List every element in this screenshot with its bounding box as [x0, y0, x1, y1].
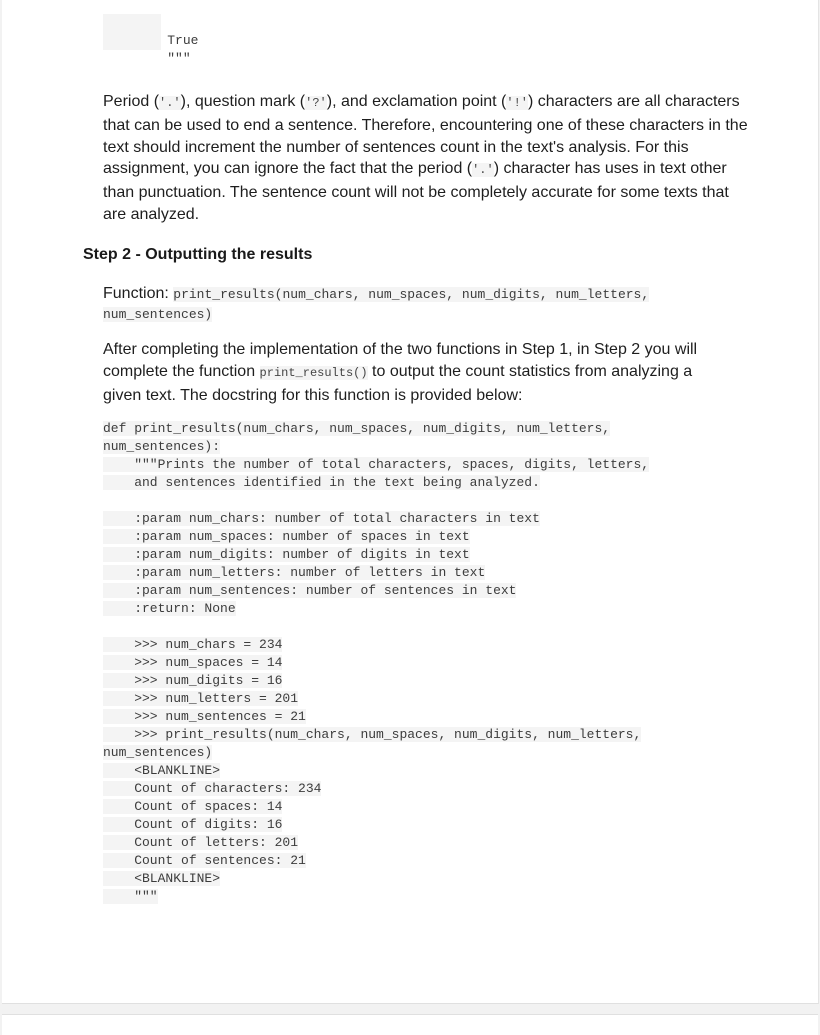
code-line	[103, 671, 703, 689]
code-line	[103, 473, 703, 491]
code-line	[103, 437, 703, 455]
code-text: :return: None	[103, 601, 236, 616]
code-line	[103, 455, 703, 473]
inline-code: '?'	[305, 96, 327, 110]
code-text: True	[167, 33, 199, 48]
code-line	[103, 563, 703, 581]
code-line	[103, 869, 703, 887]
code-text: >>> print_results(num_chars, num_spaces, num_digits, num_letters,	[103, 727, 642, 742]
code-line	[103, 545, 703, 563]
code-text: <BLANKLINE>	[103, 871, 221, 886]
step2-description-paragraph: After completing the implementation of the two functions in Step 1, in Step 2 you will complete the function print_results() to output the count statistics from analyzing a given text. The docstring for this function is provided below:	[103, 341, 698, 404]
code-line	[103, 797, 703, 815]
code-line	[103, 887, 703, 905]
code-text: >>> num_chars = 234	[103, 637, 283, 652]
code-line	[103, 617, 703, 635]
code-line	[103, 527, 703, 545]
code-text: Count of digits: 16	[103, 817, 283, 832]
code-line	[103, 833, 703, 851]
code-text: """Prints the number of total characters, spaces, digits, letters,	[103, 457, 650, 472]
code-text: def print_results(num_chars, num_spaces, num_digits, num_letters,	[103, 421, 611, 436]
code-text: Count of sentences: 21	[103, 853, 306, 868]
next-page-edge	[2, 1014, 818, 1035]
code-text: Count of letters: 201	[103, 835, 299, 850]
code-text: Count of characters: 234	[103, 781, 322, 796]
code-line	[103, 725, 703, 743]
code-text: >>> num_sentences = 21	[103, 709, 306, 724]
code-text: Count of spaces: 14	[103, 799, 283, 814]
function-signature	[103, 283, 743, 323]
code-line	[103, 14, 199, 48]
code-line	[103, 761, 703, 779]
code-line	[103, 635, 703, 653]
code-text: :param num_sentences: number of sentences in text	[103, 583, 517, 598]
sentence-punctuation-paragraph: Period ('.'), question mark ('?'), and exclamation point ('!') characters are all characters that can be used to end a sentence. Therefore, encountering one of these characters in the text should increment the number of sentences count in the text's analysis. For this assignment, you can ignore the fact that the period ('.') character has uses in text other than punctuation. The sentence count will not be completely accurate for some texts that are analyzed.	[103, 93, 748, 223]
code-line	[103, 491, 703, 509]
code-line	[103, 689, 703, 707]
code-text: :param num_chars: number of total characters in text	[103, 511, 540, 526]
code-text: """	[103, 889, 158, 904]
function-signature-code: print_results(num_chars, num_spaces, num_digits, num_letters,	[173, 287, 650, 302]
code-line	[103, 419, 703, 437]
code-text: >>> num_digits = 16	[103, 673, 283, 688]
code-text: num_sentences):	[103, 439, 221, 454]
code-line	[103, 815, 703, 833]
code-line	[103, 653, 703, 671]
code-text: <BLANKLINE>	[103, 763, 221, 778]
code-text: and sentences identified in the text being analyzed.	[103, 475, 540, 490]
code-line	[103, 779, 703, 797]
docstring-code-block	[103, 419, 703, 905]
code-text: :param num_digits: number of digits in text	[103, 547, 470, 562]
inline-code: '.'	[472, 163, 494, 178]
document-page	[2, 0, 819, 1004]
inline-code: '!'	[506, 96, 528, 110]
inline-code: print_results()	[259, 365, 368, 380]
code-line	[103, 743, 703, 761]
code-line	[103, 581, 703, 599]
code-text: >>> num_letters = 201	[103, 691, 299, 706]
code-line	[103, 707, 703, 725]
code-line	[103, 851, 703, 869]
inline-code: '.'	[159, 96, 181, 110]
code-text: :param num_letters: number of letters in text	[103, 565, 486, 580]
code-line	[103, 599, 703, 617]
code-text: num_sentences)	[103, 745, 213, 760]
function-signature-code: num_sentences)	[103, 307, 213, 322]
code-text: :param num_spaces: number of spaces in text	[103, 529, 470, 544]
code-text: """	[167, 51, 191, 66]
function-label: Function:	[103, 285, 174, 302]
code-text: >>> num_spaces = 14	[103, 655, 283, 670]
code-line	[103, 509, 703, 527]
section-heading: Step 2 - Outputting the results	[83, 246, 313, 263]
